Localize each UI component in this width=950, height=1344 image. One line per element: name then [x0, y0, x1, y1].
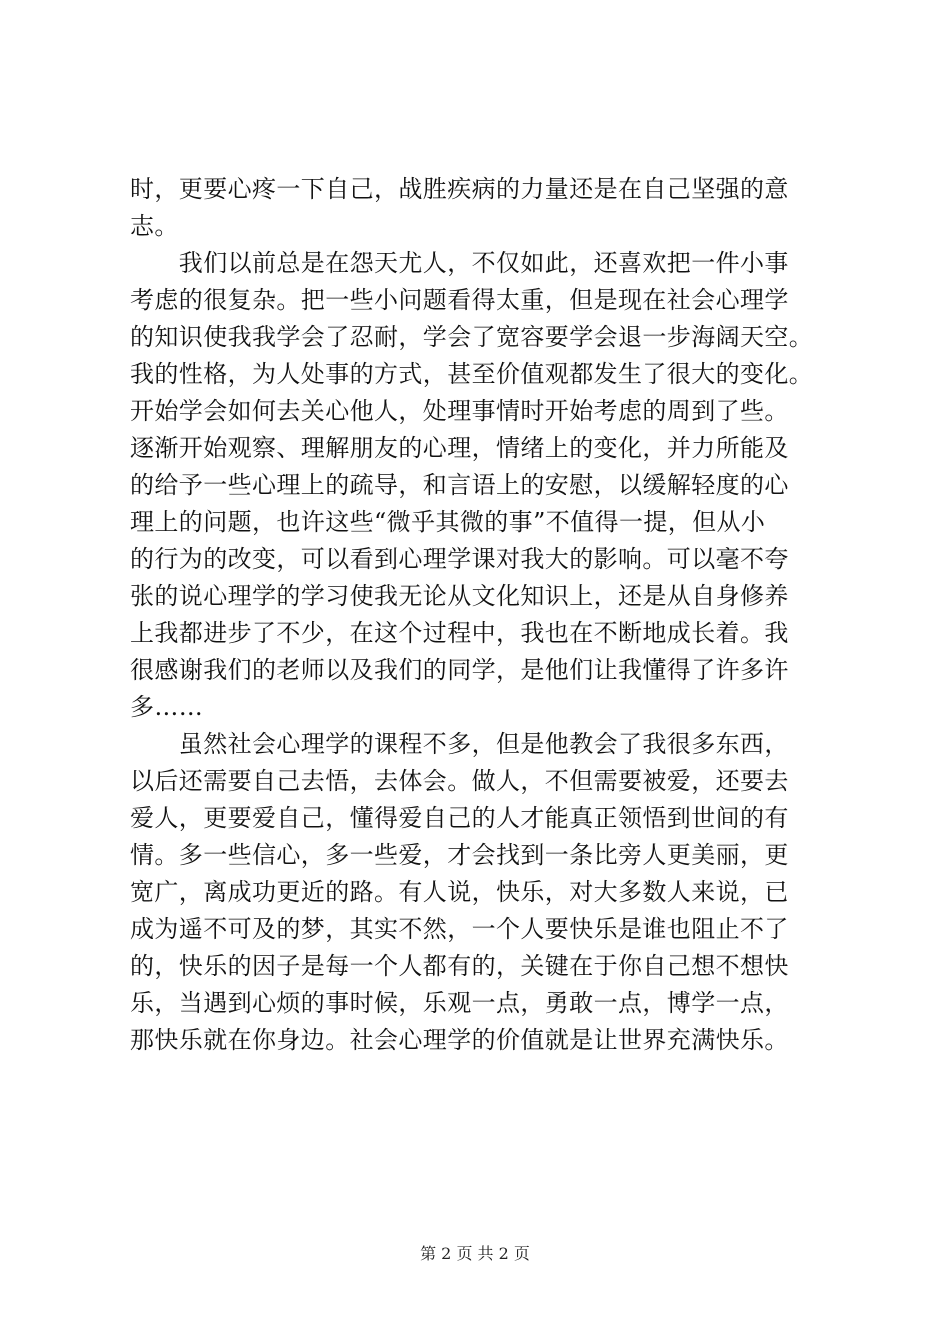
page-number-label: 第 2 页 共 2 页 [420, 1244, 530, 1263]
text-line: 的行为的改变，可以看到心理学课对我大的影响。可以毫不夸 [130, 545, 789, 573]
text-line: 乐，当遇到心烦的事时候，乐观一点，勇敢一点，博学一点， [130, 989, 789, 1017]
text-line: 宽广，离成功更近的路。有人说，快乐，对大多数人来说，已 [130, 878, 789, 906]
text-line: 考虑的很复杂。把一些小问题看得太重，但是现在社会心理学 [130, 286, 789, 314]
text-line: 上我都进步了不少，在这个过程中，我也在不断地成长着。我 [130, 619, 789, 647]
text-line: 以后还需要自己去悟，去体会。做人，不但需要被爱，还要去 [130, 767, 789, 795]
text-line: 张的说心理学的学习使我无论从文化知识上，还是从自身修养 [130, 582, 789, 610]
text-line: 很感谢我们的老师以及我们的同学，是他们让我懂得了许多许 [130, 656, 789, 684]
text-line: 开始学会如何去关心他人，处理事情时开始考虑的周到了些。 [130, 397, 789, 425]
text-line: 多…… [130, 693, 204, 721]
text-line: 志。 [130, 212, 179, 240]
text-line: 我们以前总是在怨天尤人，不仅如此，还喜欢把一件小事 [130, 249, 789, 277]
text-line: 逐渐开始观察、理解朋友的心理，情绪上的变化，并力所能及 [130, 434, 789, 462]
text-line: 情。多一些信心，多一些爱，才会找到一条比旁人更美丽，更 [130, 841, 789, 869]
text-line: 的知识使我我学会了忍耐，学会了宽容要学会退一步海阔天空。 [130, 323, 814, 351]
text-line: 的，快乐的因子是每一个人都有的，关键在于你自己想不想快 [130, 952, 789, 980]
text-line: 理上的问题，也许这些“微乎其微的事”不值得一提，但从小 [130, 508, 766, 536]
text-line: 爱人，更要爱自己，懂得爱自己的人才能真正领悟到世间的有 [130, 804, 789, 832]
text-line: 的给予一些心理上的疏导，和言语上的安慰，以缓解轻度的心 [130, 471, 789, 499]
body-text [130, 171, 830, 1059]
text-line: 虽然社会心理学的课程不多，但是他教会了我很多东西， [130, 730, 789, 758]
text-line: 那快乐就在你身边。社会心理学的价值就是让世界充满快乐。 [130, 1026, 789, 1054]
text-line: 我的性格，为人处事的方式，甚至价值观都发生了很大的变化。 [130, 360, 814, 388]
text-line: 成为遥不可及的梦，其实不然，一个人要快乐是谁也阻止不了 [130, 915, 789, 943]
text-line: 时，更要心疼一下自己，战胜疾病的力量还是在自己坚强的意 [130, 175, 789, 203]
page-footer [0, 1244, 950, 1264]
